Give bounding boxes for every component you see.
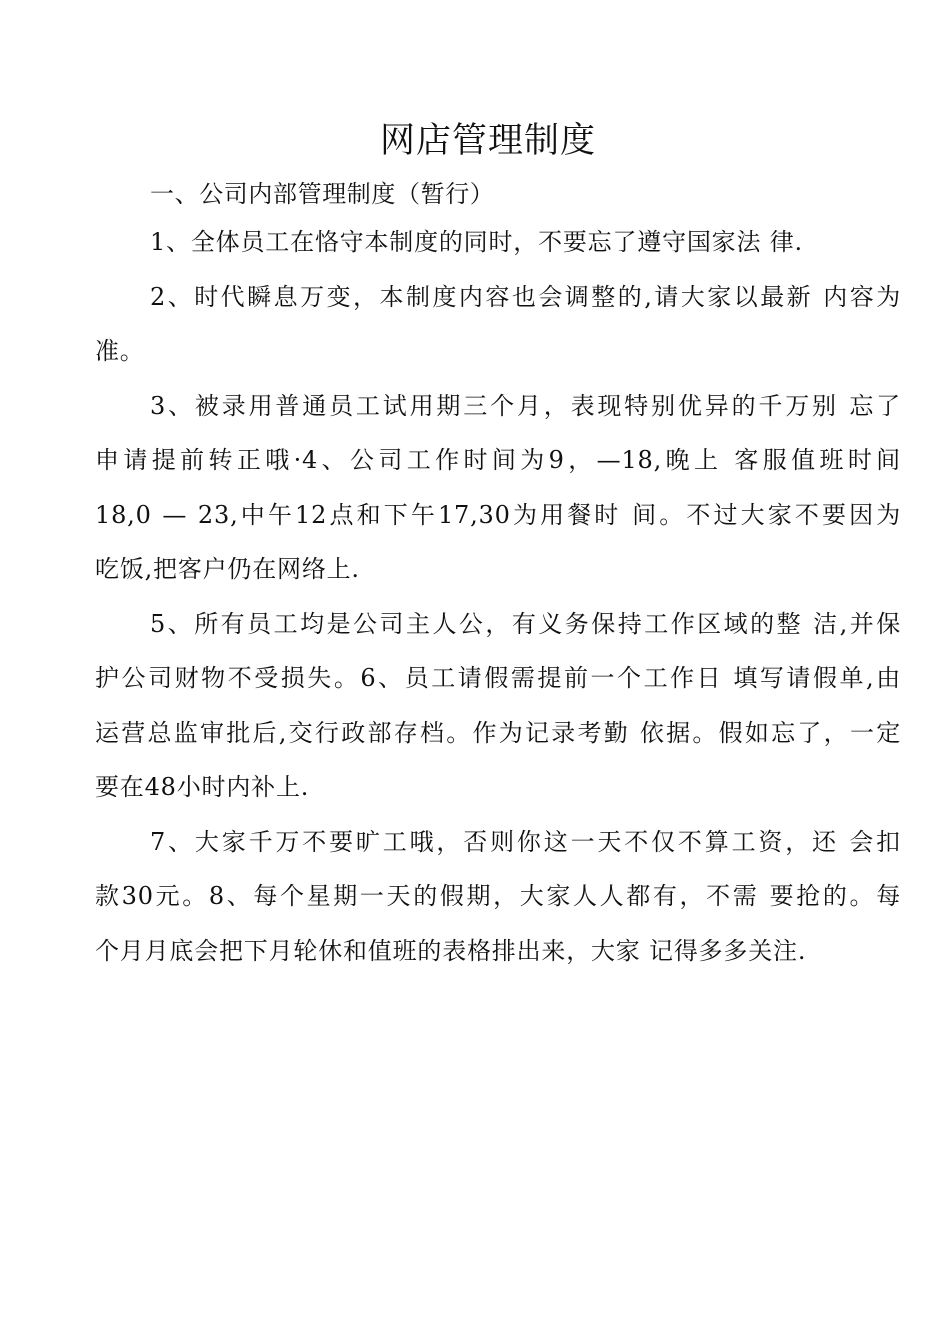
paragraph-line: 款30元。8、每个星期一天的假期，大家人人都有，不需 要抢的。每	[95, 882, 901, 910]
paragraph-line: 3、被录用普通员工试用期三个月，表现特别优异的千万别 忘了	[150, 391, 901, 420]
paragraph-line: 2、时代瞬息万变，本制度内容也会调整的,请大家以最新 内容为	[150, 282, 901, 311]
paragraph-4	[95, 604, 901, 822]
section-heading: 一、公司内部管理制度（暂行）	[150, 180, 495, 208]
document-title: 网店管理制度	[379, 121, 596, 161]
paragraph-line: 吃饭,把客户仍在网络上.	[95, 555, 360, 583]
paragraph-line: 运营总监审批后,交行政部存档。作为记录考勤 依据。假如忘了，一定	[95, 718, 901, 747]
paragraph-1	[95, 222, 901, 277]
paragraph-line: 18,0 — 23,中午12点和下午17,30为用餐时 间。不过大家不要因为	[95, 500, 901, 529]
paragraph-line: 要在48小时内补上.	[95, 773, 310, 801]
paragraph-line: 1、全体员工在恪守本制度的同时，不要忘了遵守国家法 律.	[150, 228, 803, 256]
paragraph-2	[95, 277, 901, 386]
document-body	[95, 166, 901, 985]
paragraph-line: 准。	[95, 337, 145, 365]
paragraph-line: 5、所有员工均是公司主人公，有义务保持工作区域的整 洁,并保	[150, 609, 901, 638]
paragraph-line: 护公司财物不受损失。6、员工请假需提前一个工作日 填写请假单,由	[95, 664, 901, 692]
paragraph-line: 申请提前转正哦·4、公司工作时间为9，—18,晚上 客服值班时间	[95, 446, 901, 474]
paragraph-5	[95, 822, 901, 986]
paragraph-line: 个月月底会把下月轮休和值班的表格排出来，大家 记得多多关注.	[95, 936, 807, 965]
paragraph-line: 7、大家千万不要旷工哦，否则你这一天不仅不算工资，还 会扣	[150, 827, 901, 856]
paragraph-3	[95, 386, 901, 604]
